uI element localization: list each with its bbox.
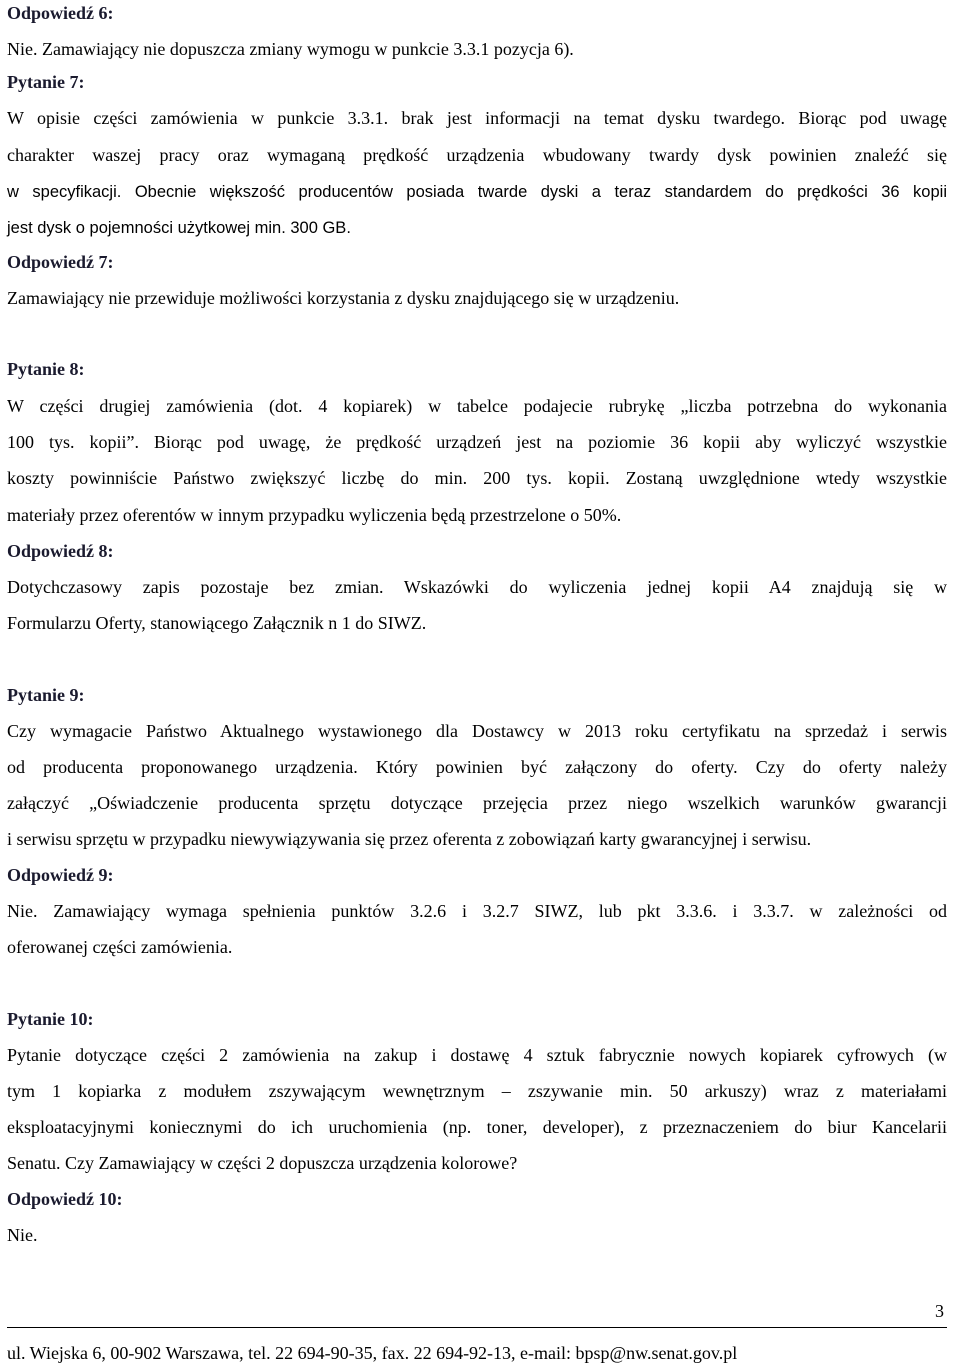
answer-10-heading: Odpowiedź 10: [7, 1189, 123, 1209]
answer-10-text: Nie. [7, 1225, 38, 1245]
question-9-line-3: załączyć „Oświadczenie producenta sprzętu dotyczące przejęcia przez niego wszelkich warunków gwarancji [7, 793, 947, 813]
answer-8-line-1: Dotychczasowy zapis pozostaje bez zmian. Wskazówki do wyliczenia jednej kopii A4 znajdują się w [7, 577, 947, 597]
question-10-line-2: tym 1 kopiarka z modułem zszywającym wewnętrznym – zszywanie min. 50 arkuszy) wraz z materiałami [7, 1081, 947, 1101]
question-10-heading: Pytanie 10: [7, 1009, 94, 1029]
question-8-line-3: koszty powinniście Państwo zwiększyć liczbę do min. 200 tys. kopii. Zostaną uwzględnione wtedy wszystkie [7, 468, 947, 488]
question-10-line-3: eksploatacyjnymi koniecznymi do ich uruchomienia (np. toner, developer), z przeznaczeniem do biur Kancelarii [7, 1117, 947, 1137]
question-7-heading: Pytanie 7: [7, 72, 85, 92]
question-9-line-2: od producenta proponowanego urządzenia. Który powinien być załączony do oferty. Czy do oferty należy [7, 757, 947, 777]
answer-8-line-2: Formularzu Oferty, stanowiącego Załącznik n 1 do SIWZ. [7, 613, 427, 633]
answer-9-line-2: oferowanej części zamówienia. [7, 937, 233, 957]
question-7-line-2: charakter waszej pracy oraz wymaganą prędkość urządzenia wbudowany twardy dysk powinien znaleźć się [7, 145, 947, 165]
question-10-line-4: Senatu. Czy Zamawiający w części 2 dopuszcza urządzenia kolorowe? [7, 1153, 518, 1173]
answer-6-heading: Odpowiedź 6: [7, 3, 114, 23]
answer-8-heading: Odpowiedź 8: [7, 541, 114, 561]
question-8-line-2: 100 tys. kopii”. Biorąc pod uwagę, że prędkość urządzeń jest na poziomie 36 kopii aby wyliczyć wszystkie [7, 432, 947, 452]
footer-divider [7, 1327, 947, 1328]
question-8-heading: Pytanie 8: [7, 359, 85, 379]
question-7-line-3: w specyfikacji. Obecnie większość producentów posiada twarde dyski a teraz standardem do prędkości 36 kopii [7, 183, 947, 201]
question-10-line-1: Pytanie dotyczące części 2 zamówienia na zakup i dostawę 4 sztuk fabrycznie nowych kopiarek cyfrowych (w [7, 1045, 947, 1065]
question-9-heading: Pytanie 9: [7, 685, 85, 705]
answer-6-text: Nie. Zamawiający nie dopuszcza zmiany wymogu w punkcie 3.3.1 pozycja 6). [7, 39, 574, 59]
answer-9-line-1: Nie. Zamawiający wymaga spełnienia punktów 3.2.6 i 3.2.7 SIWZ, lub pkt 3.3.6. i 3.3.7. w zależności od [7, 901, 947, 921]
question-7-line-1: W opisie części zamówienia w punkcie 3.3.1. brak jest informacji na temat dysku twardego. Biorąc pod uwagę [7, 108, 947, 128]
question-9-line-1: Czy wymagacie Państwo Aktualnego wystawionego dla Dostawcy w 2013 roku certyfikatu na sprzedaż i serwis [7, 721, 947, 741]
answer-7-text: Zamawiający nie przewiduje możliwości korzystania z dysku znajdującego się w urządzeniu. [7, 288, 680, 308]
question-7-line-4: jest dysk o pojemności użytkowej min. 300 GB. [7, 219, 351, 237]
answer-7-heading: Odpowiedź 7: [7, 252, 114, 272]
page-number: 3 [935, 1301, 944, 1321]
question-8-line-4: materiały przez oferentów w innym przypadku wyliczenia będą przestrzelone o 50%. [7, 505, 622, 525]
footer-address: ul. Wiejska 6, 00-902 Warszawa, tel. 22 694-90-35, fax. 22 694-92-13, e-mail: bpsp@nw.senat.gov.pl [7, 1343, 738, 1363]
question-9-line-4: i serwisu sprzętu w przypadku niewywiązywania się przez oferenta z zobowiązań karty gwarancyjnej i serwisu. [7, 829, 812, 849]
answer-9-heading: Odpowiedź 9: [7, 865, 114, 885]
question-8-line-1: W części drugiej zamówienia (dot. 4 kopiarek) w tabelce podajecie rubrykę „liczba potrzebna do wykonania [7, 396, 947, 416]
